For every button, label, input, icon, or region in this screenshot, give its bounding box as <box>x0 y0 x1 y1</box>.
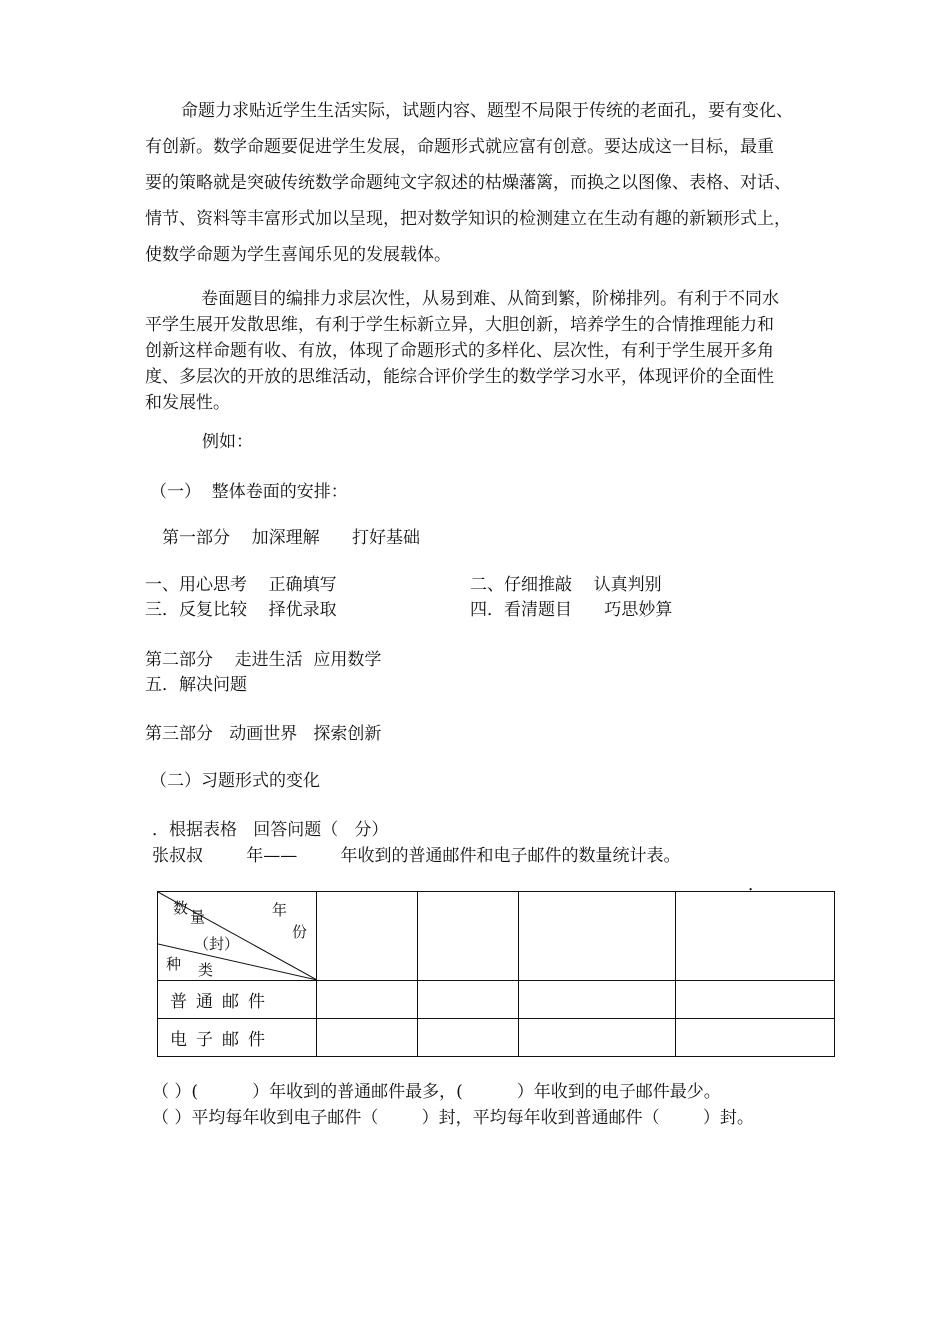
value-cell <box>317 981 418 1019</box>
question-description: 张叔叔 年—— 年收到的普通邮件和电子邮件的数量统计表。 <box>152 846 681 866</box>
paragraph-line: 有创新。数学命题要促进学生发展，命题形式就应富有创意。要达成这一目标，最重 <box>145 137 774 157</box>
year-cell <box>317 892 418 981</box>
item-5: 五．解决问题 <box>145 675 247 695</box>
value-cell <box>418 981 519 1019</box>
paragraph-line: 创新这样命题有收、有放，体现了命题形式的多样化、层次性，有利于学生展开多角 <box>145 341 774 361</box>
year-cell <box>519 892 676 981</box>
table-row <box>158 981 835 1019</box>
paragraph-line: 使数学命题为学生喜闻乐见的发展载体。 <box>145 245 451 265</box>
corner-header-cell <box>158 892 317 981</box>
stray-dot: ． <box>748 875 765 895</box>
paragraph-line: 平学生展开发散思维，有利于学生标新立异，大胆创新，培养学生的合情推理能力和 <box>145 315 774 335</box>
question-title: ．根据表格 回答问题（ 分） <box>152 820 389 840</box>
row-label-email: 电子邮件 <box>158 1019 317 1057</box>
corner-label-shu: 数 <box>173 899 189 917</box>
year-cell <box>676 892 835 981</box>
item-4: 四．看清题目 巧思妙算 <box>470 600 673 620</box>
corner-label-zhong: 种 <box>166 955 182 973</box>
row-label-ordinary-mail: 普通邮件 <box>158 981 317 1019</box>
value-cell <box>519 981 676 1019</box>
paragraph-line: 卷面题目的编排力求层次性，从易到难、从简到繁，阶梯排列。有利于不同水 <box>201 289 779 309</box>
value-cell <box>676 981 835 1019</box>
value-cell <box>676 1019 835 1057</box>
corner-label-fen: 份 <box>292 923 308 941</box>
answer-line-2: （ ）平均每年收到电子邮件（ ）封，平均每年收到普通邮件（ ）封。 <box>152 1108 754 1128</box>
paragraph-line: 度、多层次的开放的思维活动，能综合评价学生的数学学习水平，体现评价的全面性 <box>145 367 774 387</box>
table-row <box>158 1019 835 1057</box>
part3-title: 第三部分 动画世界 探索创新 <box>145 724 382 744</box>
example-label: 例如： <box>202 432 253 452</box>
corner-label-feng: （封） <box>194 935 240 953</box>
answer-line-1: （ ）( ）年收到的普通邮件最多，( ）年收到的电子邮件最少。 <box>152 1082 721 1102</box>
paragraph-line: 和发展性。 <box>145 393 230 413</box>
section2-heading: （二）习题形式的变化 <box>150 771 320 791</box>
table-header-row <box>158 892 835 981</box>
section1-heading: （一） 整体卷面的安排： <box>150 482 348 502</box>
mail-statistics-table <box>157 891 835 1057</box>
year-cell <box>418 892 519 981</box>
value-cell <box>317 1019 418 1057</box>
value-cell <box>519 1019 676 1057</box>
paragraph-line: 命题力求贴近学生生活实际，试题内容、题型不局限于传统的老面孔，要有变化、 <box>181 101 793 121</box>
item-2: 二、仔细推敲 认真判别 <box>470 575 662 595</box>
corner-label-nian: 年 <box>272 901 288 919</box>
corner-label-lei: 类 <box>198 961 214 979</box>
intro-paragraph-2 <box>145 286 857 416</box>
intro-paragraph-1 <box>145 93 857 273</box>
paragraph-line: 情节、资料等丰富形式加以呈现，把对数学知识的检测建立在生动有趣的新颖形式上， <box>145 209 791 229</box>
item-3: 三．反复比较 择优录取 <box>145 600 337 620</box>
part2-title: 第二部分 走进生活 应用数学 <box>145 650 382 670</box>
value-cell <box>418 1019 519 1057</box>
part1-title: 第一部分 加深理解 打好基础 <box>162 528 421 548</box>
item-1: 一、用心思考 正确填写 <box>145 575 337 595</box>
corner-label-liang: 量 <box>190 908 206 926</box>
paragraph-line: 要的策略就是突破传统数学命题纯文字叙述的枯燥藩篱，而换之以图像、表格、对话、 <box>145 173 791 193</box>
